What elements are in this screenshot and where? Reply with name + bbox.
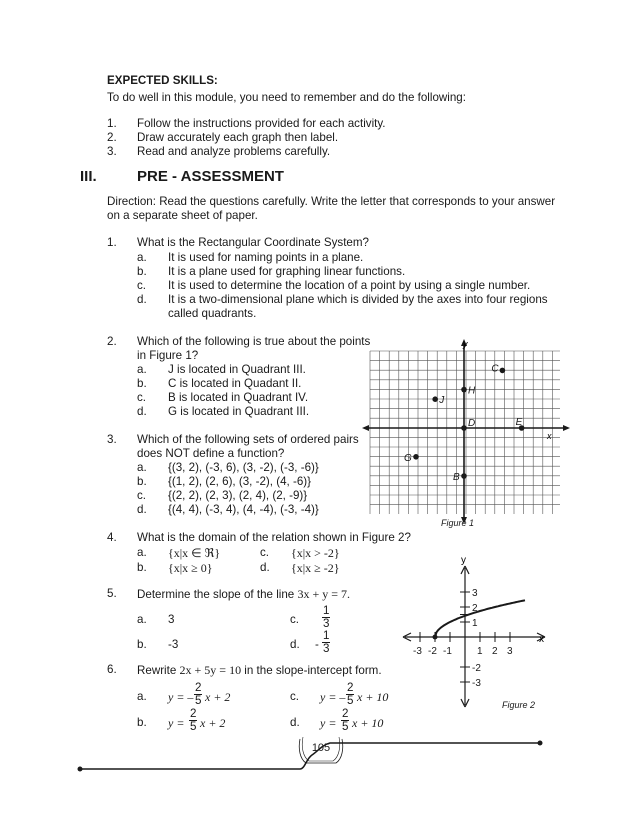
q5-letter-c: c. bbox=[290, 613, 300, 626]
q4-option-a: {x|x ∈ ℜ} bbox=[168, 546, 221, 560]
q5-option-d-fraction bbox=[322, 630, 330, 655]
q1-option-d-line2: called quadrants. bbox=[168, 307, 257, 320]
q4-letter-a: a. bbox=[137, 546, 147, 559]
q4-letter-c: c. bbox=[260, 546, 270, 559]
q5-option-b: -3 bbox=[168, 638, 179, 651]
q5-option-d-denominator: 3 bbox=[323, 642, 330, 655]
q6-option-a-pre: y = – bbox=[168, 690, 194, 704]
fig2-x-tick-label: 1 bbox=[477, 646, 483, 657]
fig2-x-tick-label: -3 bbox=[413, 646, 422, 657]
q1-letter-a: a. bbox=[137, 251, 147, 264]
fig2-y-tick-label: 3 bbox=[472, 588, 478, 599]
q6-option-c-fraction bbox=[346, 682, 354, 707]
q2-number: 2. bbox=[107, 335, 117, 348]
footer-dot-right bbox=[538, 741, 543, 746]
fig2-curve-endpoint bbox=[433, 635, 438, 640]
figure-2-x-label: x bbox=[539, 634, 544, 645]
fig2-curve bbox=[435, 600, 525, 637]
q5-letter-d: d. bbox=[290, 638, 300, 651]
q6-letter-a: a. bbox=[137, 690, 147, 703]
fig2-x-tick-label: -2 bbox=[428, 646, 437, 657]
fig2-y-tick-label: 2 bbox=[472, 603, 478, 614]
q3-option-d: {(4, 4), (-3, 4), (4, -4), (-3, -4)} bbox=[168, 503, 319, 516]
q5-letter-b: b. bbox=[137, 638, 147, 651]
point-d bbox=[461, 425, 467, 431]
q6-letter-c: c. bbox=[290, 690, 300, 703]
q1-text: What is the Rectangular Coordinate System? bbox=[137, 236, 369, 249]
skill-text-3: Read and analyze problems carefully. bbox=[137, 145, 331, 158]
q2-letter-b: b. bbox=[137, 377, 147, 390]
q3-letter-d: d. bbox=[137, 503, 147, 516]
point-label-j: J bbox=[439, 395, 445, 407]
skill-num-3: 3. bbox=[107, 145, 117, 158]
figure-1-grid bbox=[370, 351, 560, 514]
figure-2-caption: Figure 2 bbox=[502, 700, 536, 710]
point-label-d: D bbox=[468, 418, 476, 429]
x-axis-arrow-right bbox=[563, 425, 570, 431]
q5-option-a: 3 bbox=[168, 613, 175, 626]
skill-num-1: 1. bbox=[107, 117, 117, 130]
q2-option-c: B is located in Quadrant IV. bbox=[168, 391, 309, 404]
figure-1-graph bbox=[360, 335, 570, 535]
q5-option-c-numerator: 1 bbox=[323, 604, 330, 617]
q5-option-c-denominator: 3 bbox=[323, 617, 330, 630]
q3-option-b: {(1, 2), (2, 6), (3, -2), (4, -6)} bbox=[168, 475, 312, 488]
fig2-x-tick-label: -1 bbox=[443, 646, 452, 657]
q5-option-d-numerator: 1 bbox=[323, 629, 330, 642]
point-c bbox=[500, 368, 506, 374]
point-label-g: G bbox=[404, 452, 412, 464]
q4-option-c: {x|x > -2} bbox=[291, 546, 340, 560]
q1-option-b: It is a plane used for graphing linear functions. bbox=[168, 265, 406, 278]
q4-option-d: {x|x ≥ -2} bbox=[291, 561, 340, 575]
q6-option-c-pre: y = – bbox=[320, 690, 346, 704]
q3-letter-a: a. bbox=[137, 461, 147, 474]
skill-text-1: Follow the instructions provided for each activity. bbox=[137, 117, 386, 130]
q5-text-pre: Determine the slope of the line bbox=[137, 588, 298, 601]
q2-line-2: in Figure 1? bbox=[137, 349, 199, 362]
q6-equation: 2x + 5y = 10 bbox=[179, 663, 242, 677]
q3-line-1: Which of the following sets of ordered pairs bbox=[137, 433, 359, 446]
section-numeral: III. bbox=[80, 168, 97, 185]
q3-letter-c: c. bbox=[137, 489, 147, 502]
direction-line-1: Direction: Read the questions carefully. Write the letter that corresponds to your answer bbox=[107, 195, 556, 208]
direction-line-2: on a separate sheet of paper. bbox=[107, 209, 258, 222]
skill-num-2: 2. bbox=[107, 131, 117, 144]
point-label-c: C bbox=[491, 363, 499, 375]
point-j bbox=[432, 396, 438, 402]
point-h bbox=[461, 387, 467, 393]
q1-option-a: It is used for naming points in a plane. bbox=[168, 251, 364, 264]
expected-skills-intro: To do well in this module, you need to remember and do the following: bbox=[107, 91, 466, 104]
q6-text-pre: Rewrite bbox=[137, 664, 180, 677]
q1-number: 1. bbox=[107, 236, 117, 249]
fig2-x-tick-label: 2 bbox=[492, 646, 498, 657]
q4-number: 4. bbox=[107, 531, 117, 544]
q3-number: 3. bbox=[107, 433, 117, 446]
q6-letter-d: d. bbox=[290, 716, 300, 729]
point-label-e: E bbox=[515, 417, 523, 428]
q1-option-d-line1: It is a two-dimensional plane which is divided by the axes into four regions bbox=[168, 293, 548, 306]
footer-dot-left bbox=[78, 767, 83, 772]
q6-option-a-post: x + 2 bbox=[205, 690, 231, 704]
point-g bbox=[413, 454, 419, 460]
fig2-y-tick-label: -2 bbox=[472, 663, 481, 674]
q4-letter-b: b. bbox=[137, 561, 147, 574]
q4-option-b: {x|x ≥ 0} bbox=[168, 561, 213, 575]
page-footer-ornament bbox=[0, 725, 638, 785]
point-label-b: B bbox=[453, 472, 460, 483]
q2-letter-a: a. bbox=[137, 363, 147, 376]
figure-1-caption: Figure 1 bbox=[441, 518, 475, 528]
q3-line-2: does NOT define a function? bbox=[137, 447, 285, 460]
q2-line-1: Which of the following is true about the points bbox=[137, 335, 371, 348]
fig2-y-tick-label: -3 bbox=[472, 678, 481, 689]
q5-number: 5. bbox=[107, 587, 117, 600]
q6-letter-b: b. bbox=[137, 716, 147, 729]
q6-option-b-denominator: 5 bbox=[190, 720, 197, 733]
q2-letter-c: c. bbox=[137, 391, 147, 404]
q1-letter-b: b. bbox=[137, 265, 147, 278]
figure-1-y-label: y bbox=[463, 339, 468, 349]
q2-option-a: J is located in Quadrant III. bbox=[168, 363, 306, 376]
q5-option-d-sign: - bbox=[315, 638, 319, 651]
q5-equation: 3x + y = 7. bbox=[297, 587, 351, 601]
q5-option-c-fraction bbox=[322, 605, 330, 630]
fig2-x-tick-label: 3 bbox=[507, 646, 513, 657]
x-axis-arrow-left bbox=[362, 425, 369, 431]
q2-option-b: C is located in Quadant II. bbox=[168, 377, 302, 390]
q1-option-c: It is used to determine the location of a point by using a single number. bbox=[168, 279, 531, 292]
q4-text: What is the domain of the relation shown in Figure 2? bbox=[137, 531, 411, 544]
q5-letter-a: a. bbox=[137, 613, 147, 626]
fig2-y-tick-label: 1 bbox=[472, 618, 478, 629]
q6-text-post: in the slope-intercept form. bbox=[241, 664, 382, 677]
figure-2-content bbox=[403, 566, 545, 707]
q6-option-d-denominator: 5 bbox=[342, 720, 349, 733]
q5-text bbox=[137, 587, 350, 602]
q3-option-a: {(3, 2), (-3, 6), (3, -2), (-3, -6)} bbox=[168, 461, 319, 474]
q3-letter-b: b. bbox=[137, 475, 147, 488]
q6-text bbox=[137, 663, 382, 678]
q6-option-c-post: x + 10 bbox=[357, 690, 389, 704]
q6-option-d-post: x + 10 bbox=[352, 716, 384, 730]
q1-letter-d: d. bbox=[137, 293, 147, 306]
expected-skills-heading: EXPECTED SKILLS: bbox=[107, 74, 218, 87]
q3-option-c: {(2, 2), (2, 3), (2, 4), (2, -9)} bbox=[168, 489, 308, 502]
q6-option-a-fraction bbox=[194, 682, 202, 707]
q6-option-d-numerator: 2 bbox=[342, 707, 349, 720]
q2-letter-d: d. bbox=[137, 405, 147, 418]
skill-text-2: Draw accurately each graph then label. bbox=[137, 131, 339, 144]
q1-letter-c: c. bbox=[137, 279, 147, 292]
q6-option-b-numerator: 2 bbox=[190, 707, 197, 720]
page-number: 105 bbox=[311, 742, 331, 754]
q6-option-d-pre: y = bbox=[320, 716, 337, 730]
q2-option-d: G is located in Quadrant III. bbox=[168, 405, 310, 418]
section-title: PRE - ASSESSMENT bbox=[137, 168, 284, 185]
q6-option-b-post: x + 2 bbox=[200, 716, 226, 730]
q6-option-a-numerator: 2 bbox=[195, 681, 202, 694]
q6-option-b-pre: y = bbox=[168, 716, 185, 730]
q6-option-c-numerator: 2 bbox=[347, 681, 354, 694]
q6-option-c-denominator: 5 bbox=[347, 694, 354, 707]
figure-1-x-label: x bbox=[547, 431, 552, 441]
q6-option-a-denominator: 5 bbox=[195, 694, 202, 707]
point-label-h: H bbox=[468, 385, 476, 397]
figure-2-y-label: y bbox=[461, 555, 466, 566]
q4-letter-d: d. bbox=[260, 561, 270, 574]
q6-number: 6. bbox=[107, 663, 117, 676]
figure-2-graph bbox=[395, 550, 555, 710]
point-b bbox=[461, 473, 467, 479]
